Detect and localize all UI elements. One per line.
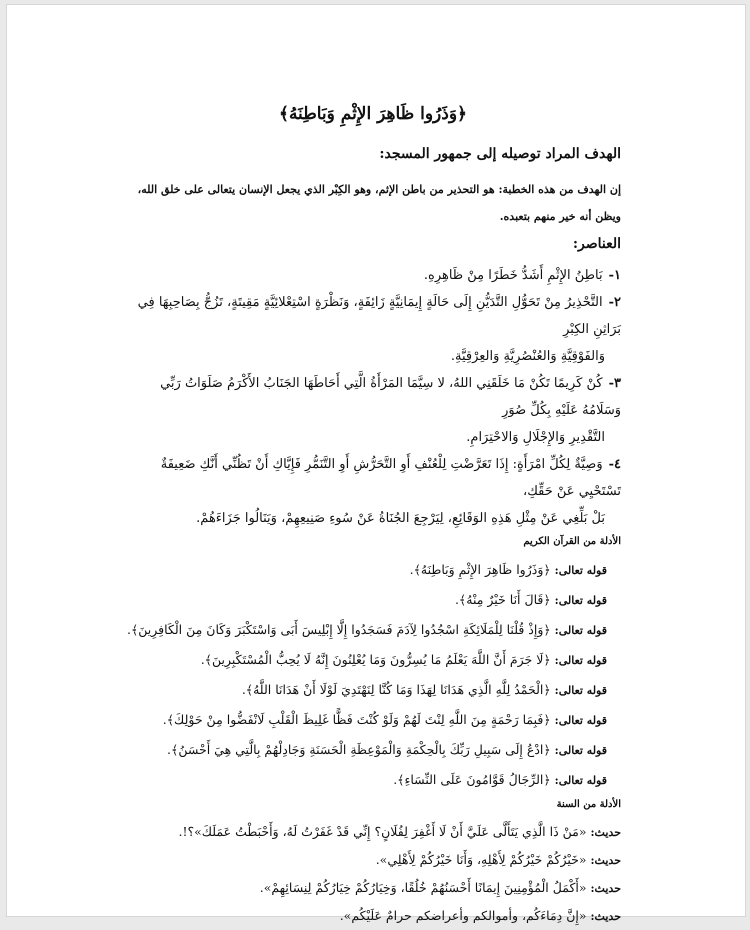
item-text: التَّحْذِيرُ مِنْ تَحَوُّلِ التَّدَيُّنِ إِلَى حَالَةٍ إِيمَانِيَّةٍ زَائِفَةٍ، وَنَظْرَةٍ اسْتِعْلائِيَّةٍ مَقِيتَةٍ، تَزُجُّ بِصَاحِبِهَا فِي بَرَاثِنِ الكِبْرِ	[137, 295, 621, 337]
item-number: ١-	[608, 268, 621, 283]
verse-item	[125, 765, 607, 795]
verse-label: قوله تعالى:	[554, 594, 607, 607]
quran-evidence-heading: الأدلة من القرآن الكريم	[523, 536, 621, 547]
verse-text: ﴿الْحَمْدُ لِلَّهِ الَّذِي هَدَانَا لِهَذَا وَمَا كُنَّا لِنَهْتَدِيَ لَوْلَا أَنْ هَدَانَا اللَّهُ﴾.	[241, 682, 551, 697]
item-number: ٤-	[608, 457, 621, 472]
hadith-label: حديث:	[590, 910, 621, 923]
page-title: ﴿وَذَرُوا ظَاهِرَ الإِثْمِ وَبَاطِنَهُ﴾	[278, 104, 467, 124]
verse-item	[125, 645, 607, 675]
item-number: ٣-	[608, 376, 621, 391]
goal-heading: الهدف المراد توصيله إلى جمهور المسجد:	[379, 146, 621, 162]
verse-item	[125, 675, 607, 705]
hadith-label: حديث:	[590, 826, 621, 839]
verse-text: ﴿قَالَ أَنَا خَيْرٌ مِنْهُ﴾.	[454, 592, 551, 607]
verse-label: قوله تعالى:	[554, 684, 607, 697]
list-item	[125, 262, 621, 289]
verse-label: قوله تعالى:	[554, 744, 607, 757]
hadith-label: حديث:	[590, 854, 621, 867]
hadith-item	[125, 902, 621, 930]
hadith-item	[125, 846, 621, 874]
item-number: ٢-	[608, 295, 621, 310]
goal-paragraph: إن الهدف من هذه الخطبة: هو التحذير من باطن الإثم، وهو الكِبْر الذي يجعل الإنسان يتعالى على خلق الله، ويظن أنه خير منهم بتعبده.	[137, 183, 621, 223]
verse-item	[125, 615, 607, 645]
list-item	[125, 370, 621, 451]
hadith-label: حديث:	[590, 882, 621, 895]
verse-text: ﴿الرِّجَالُ قَوَّامُونَ عَلَى النِّسَاءِ﴾.	[393, 772, 551, 787]
verse-text: ﴿ادْعُ إِلَى سَبِيلِ رَبِّكَ بِالْحِكْمَةِ وَالْمَوْعِظَةِ الْحَسَنَةِ وَجَادِلْهُمْ بِالَّتِي هِيَ أَحْسَنُ﴾.	[167, 742, 551, 757]
document-page	[6, 4, 746, 923]
elements-heading: العناصر:	[572, 236, 621, 252]
hadith-text: «إِنَّ دِمَاءَكُم، وأموالكم وأعراضكم حرامٌ عَلَيْكُم».	[339, 908, 587, 923]
quran-verses-list	[125, 555, 607, 795]
verse-label: قوله تعالى:	[554, 654, 607, 667]
list-item	[125, 451, 621, 532]
verse-item	[125, 705, 607, 735]
verse-label: قوله تعالى:	[554, 714, 607, 727]
elements-list	[125, 262, 621, 532]
item-continuation: وَالفَوْقِيَّةِ وَالعُنْصُرِيَّةِ وَالعِرْقِيَّةِ.	[450, 349, 605, 364]
hadith-text: «أَكْمَلُ الْمُؤْمِنِينَ إِيمَانًا أَحْسَنُهُمْ خُلُقًا، وَخِيَارُكُمْ خِيَارُكُمْ لِنِسَائِهِمْ».	[259, 880, 587, 895]
verse-text: ﴿وَذَرُوا ظَاهِرَ الإِثْمِ وَبَاطِنَهُ﴾.	[409, 562, 551, 577]
hadith-item	[125, 874, 621, 902]
verse-item	[125, 585, 607, 615]
item-text: بَاطِنُ الإِثْمِ أَشَدُّ خَطَرًا مِنْ ظَاهِرِهِ.	[423, 268, 603, 283]
hadith-text: «خَيْرُكُمْ خَيْرُكُمْ لِأَهْلِهِ، وَأَنَا خَيْرُكُمْ لِأَهْلِي».	[375, 852, 587, 867]
verse-label: قوله تعالى:	[554, 564, 607, 577]
verse-text: ﴿لَا جَرَمَ أَنَّ اللَّهَ يَعْلَمُ مَا يُسِرُّونَ وَمَا يُعْلِنُونَ إِنَّهُ لَا يُحِبُّ الْمُسْتَكْبِرِينَ﴾.	[200, 652, 551, 667]
verse-text: ﴿فَبِمَا رَحْمَةٍ مِنَ اللَّهِ لِنْتَ لَهُمْ وَلَوْ كُنْتَ فَظًّا غَلِيظَ الْقَلْبِ لَانْفَضُّوا مِنْ حَوْلِكَ﴾.	[162, 712, 551, 727]
item-continuation: بَلْ بَلِّغِي عَنْ مِثْلِ هَذِهِ الوَقَائِعِ، لِيَرْجِعَ الجُنَاةُ عَنْ سُوءِ صَنِيعِهِمْ، وَيَنَالُوا جَزَاءَهُمْ.	[196, 511, 605, 526]
verse-item	[125, 555, 607, 585]
document-content	[125, 103, 621, 930]
list-item	[125, 289, 621, 370]
verse-label: قوله تعالى:	[554, 774, 607, 787]
item-continuation: التَّقْدِيرِ وَالإِجْلَالِ وَالاحْتِرَامِ.	[466, 430, 605, 445]
verse-item	[125, 735, 607, 765]
hadith-text: «مَنْ ذَا الَّذِي يَتَأَلَّى عَلَيَّ أَنْ لَا أَغْفِرَ لِفُلَانٍ؟ إِنِّي قَدْ غَفَرْتُ لَهُ، وَأَحْبَطْتُ عَمَلَكَ»؟!.	[178, 824, 587, 839]
item-text: وَصِيَّةٌ لِكُلِّ امْرَأَةٍ: إِذَا تَعَرَّضْتِ لِلْعُنْفِ أَوِ التَّحَرُّشِ أَوِ التَّنَمُّرِ فَإِيَّاكِ أَنْ تَظُنِّي أَنَّكِ ضَعِيفَةٌ تَسْتَحْيِي عَنْ حَقِّكِ،	[160, 457, 621, 499]
item-text: كُنْ كَرِيمًا تَكُنْ مَا خَلَقَنِي اللهُ، لا سِيَّمَا المَرْأَةُ الَّتِي أَحَاطَهَا الجَنَابُ الأَكْرَمُ صَلَوَاتُ رَبِّي وَسَلَامُهُ عَلَيْهِ بِكُلِّ صُوَرِ	[160, 376, 621, 418]
verse-text: ﴿وَإِذْ قُلْنَا لِلْمَلَائِكَةِ اسْجُدُوا لِآدَمَ فَسَجَدُوا إِلَّا إِبْلِيسَ أَبَى وَاسْتَكْبَرَ وَكَانَ مِنَ الْكَافِرِينَ﴾.	[126, 622, 551, 637]
hadith-item	[125, 818, 621, 846]
sunnah-evidence-heading: الأدلة من السنة	[556, 799, 621, 810]
verse-label: قوله تعالى:	[554, 624, 607, 637]
hadith-list	[125, 818, 621, 930]
